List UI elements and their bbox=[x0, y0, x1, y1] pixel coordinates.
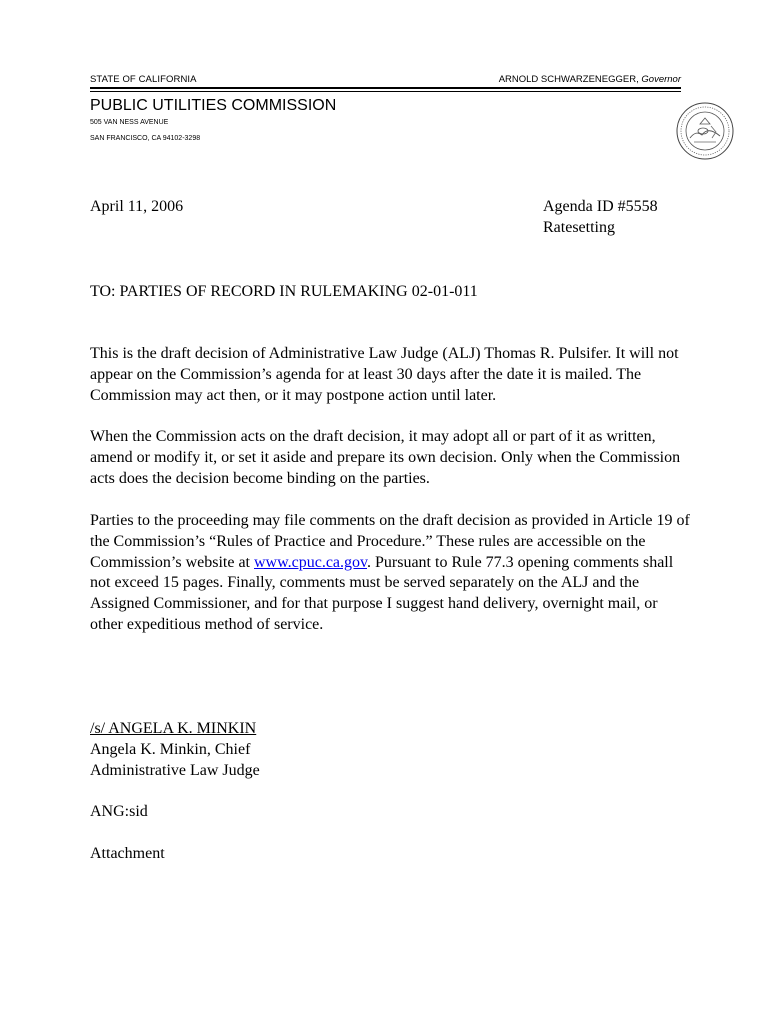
agenda-id: Agenda ID #5558 bbox=[543, 198, 658, 215]
governor-title: Governor bbox=[641, 74, 681, 85]
cpuc-website-link[interactable]: www.cpuc.ca.gov bbox=[254, 553, 367, 571]
agency-name: PUBLIC UTILITIES COMMISSION bbox=[90, 97, 337, 114]
address-line-2: SAN FRANCISCO, CA 94102-3298 bbox=[90, 135, 201, 142]
enclosure-note: Attachment bbox=[90, 845, 165, 862]
addressee-line: TO: PARTIES OF RECORD IN RULEMAKING 02-01-011 bbox=[90, 283, 478, 300]
signer-name: Angela K. Minkin, Chief bbox=[90, 741, 251, 758]
address-line-1: 505 VAN NESS AVENUE bbox=[90, 119, 169, 126]
paragraph-3 bbox=[90, 511, 690, 636]
letter-date: April 11, 2006 bbox=[90, 198, 184, 215]
signer-title: Administrative Law Judge bbox=[90, 762, 260, 779]
state-label: STATE OF CALIFORNIA bbox=[90, 74, 197, 85]
governor-label bbox=[499, 74, 681, 85]
paragraph-2: When the Commission acts on the draft decision, it may adopt all or part of it as written, amend or modify it, or set it aside and prepare its own decision. Only when the Commission acts does the decision become binding on the parties. bbox=[90, 428, 681, 487]
paragraph-1: This is the draft decision of Administrative Law Judge (ALJ) Thomas R. Pulsifer. It will not appear on the Commission’s agenda for at least 30 days after the date it is mailed. The Commission may act then, or it may postpone action until later. bbox=[90, 345, 679, 404]
header-rule-thick bbox=[90, 87, 681, 89]
reference-initials: ANG:sid bbox=[90, 803, 148, 820]
header-rule-thin bbox=[90, 91, 681, 92]
paragraph-3-text-a: Parties to the proceeding may file comments on the draft decision as provided in Article 19 of the Commission’s “Rules of Practice and Procedure.” These rules are accessible on the Commission’s website at bbox=[90, 512, 690, 571]
proceeding-type: Ratesetting bbox=[543, 219, 615, 236]
signature-line: /s/ ANGELA K. MINKIN bbox=[90, 720, 257, 737]
state-seal-icon bbox=[676, 102, 734, 160]
paragraph-3-text-b: . Pursuant to Rule 77.3 opening comments shall not exceed 15 pages. Finally, comments must be served separately on the ALJ and the Assigned Commissioner, and for that purpose I suggest hand delivery, overnight mail, or other expeditious method of service. bbox=[90, 553, 674, 633]
governor-name: ARNOLD SCHWARZENEGGER, bbox=[498, 74, 639, 85]
